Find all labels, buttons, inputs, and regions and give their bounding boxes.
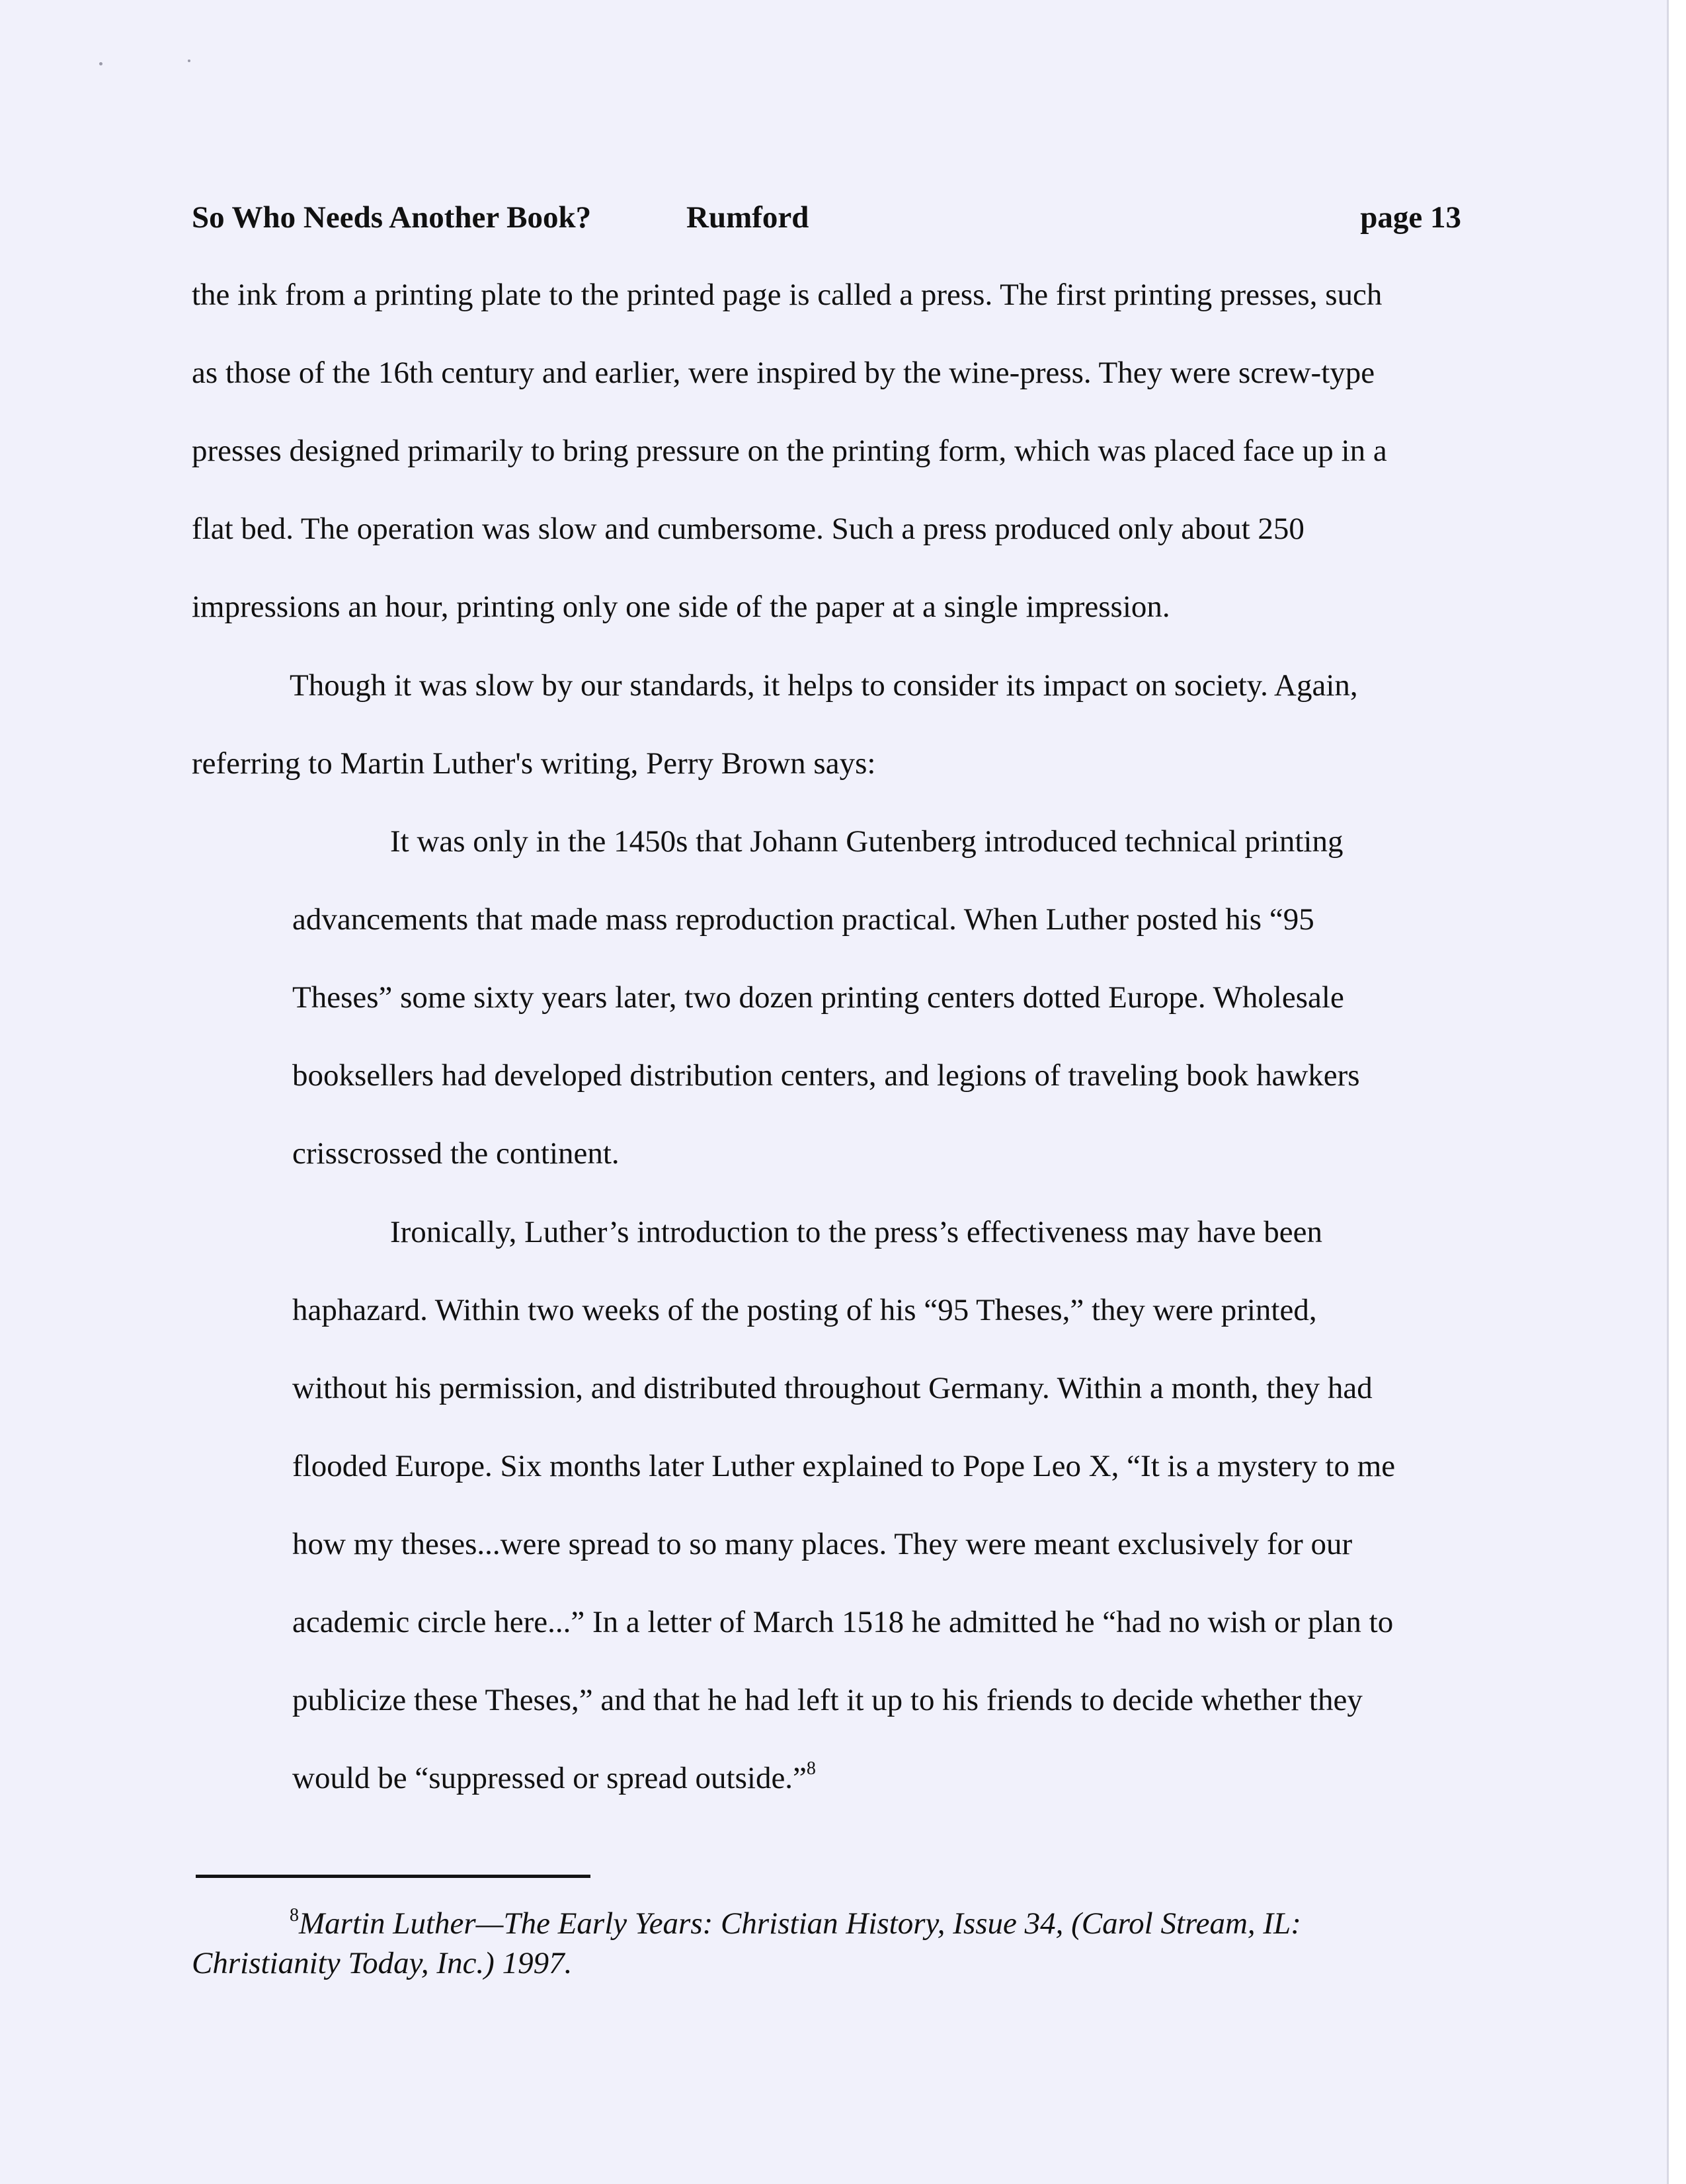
text-line: flat bed. The operation was slow and cumbersome. Such a press produced only about 250 bbox=[192, 512, 1305, 546]
scan-edge bbox=[1669, 0, 1686, 2184]
quote-line: without his permission, and distributed throughout Germany. Within a month, they had bbox=[292, 1371, 1373, 1405]
scan-speck bbox=[99, 62, 102, 65]
quote-line: flooded Europe. Six months later Luther explained to Pope Leo X, “It is a mystery to me bbox=[292, 1449, 1396, 1483]
text-line: presses designed primarily to bring pressure on the printing form, which was placed face up in a bbox=[192, 434, 1387, 468]
running-header bbox=[192, 200, 1461, 246]
footnote-line bbox=[192, 1904, 1461, 1943]
quote-line: haphazard. Within two weeks of the posting of his “95 Theses,” they were printed, bbox=[292, 1293, 1317, 1327]
footnote bbox=[192, 1904, 1461, 1983]
quote-line: Theses” some sixty years later, two dozen printing centers dotted Europe. Wholesale bbox=[292, 980, 1344, 1015]
quote-line: advancements that made mass reproduction practical. When Luther posted his “95 bbox=[292, 902, 1314, 937]
quote-line: publicize these Theses,” and that he had left it up to his friends to decide whether they bbox=[292, 1683, 1363, 1717]
block-quote-1 bbox=[292, 802, 1461, 1192]
text-line: referring to Martin Luther's writing, Perry Brown says: bbox=[192, 746, 876, 781]
footnote-separator bbox=[196, 1875, 590, 1878]
text-line: Though it was slow by our standards, it helps to consider its impact on society. Again, bbox=[290, 668, 1358, 703]
header-author: Rumford bbox=[686, 200, 809, 235]
paragraph-2 bbox=[192, 646, 1461, 802]
quote-line-text: would be “suppressed or spread outside.” bbox=[292, 1761, 807, 1795]
footnote-text: Martin Luther—The Early Years: Christian History, Issue 34, (Carol Stream, IL: bbox=[299, 1906, 1301, 1941]
quote-line: crisscrossed the continent. bbox=[292, 1136, 620, 1171]
quote-line: It was only in the 1450s that Johann Gutenberg introduced technical printing bbox=[390, 824, 1344, 859]
text-line: impressions an hour, printing only one side of the paper at a single impression. bbox=[192, 590, 1170, 624]
header-page-number: page 13 bbox=[1360, 200, 1461, 235]
quote-line: booksellers had developed distribution centers, and legions of traveling book hawkers bbox=[292, 1058, 1360, 1093]
footnote-reference[interactable]: 8 bbox=[806, 1758, 816, 1779]
text-line: the ink from a printing plate to the printed page is called a press. The first printing presses, such bbox=[192, 278, 1383, 312]
footnote-line: Christianity Today, Inc.) 1997. bbox=[192, 1946, 573, 1980]
quote-last-line bbox=[292, 1739, 1461, 1817]
quote-line: Ironically, Luther’s introduction to the press’s effectiveness may have been bbox=[390, 1215, 1322, 1249]
footnote-number: 8 bbox=[290, 1905, 299, 1926]
paragraph-1 bbox=[192, 256, 1461, 646]
quote-line: academic circle here...” In a letter of March 1518 he admitted he “had no wish or plan to bbox=[292, 1605, 1394, 1639]
scan-speck bbox=[188, 59, 190, 62]
block-quote-2 bbox=[292, 1193, 1461, 1817]
text-line: as those of the 16th century and earlier, were inspired by the wine-press. They were screw-type bbox=[192, 356, 1375, 390]
quote-line: how my theses...were spread to so many places. They were meant exclusively for our bbox=[292, 1527, 1353, 1561]
header-title: So Who Needs Another Book? bbox=[192, 200, 592, 235]
